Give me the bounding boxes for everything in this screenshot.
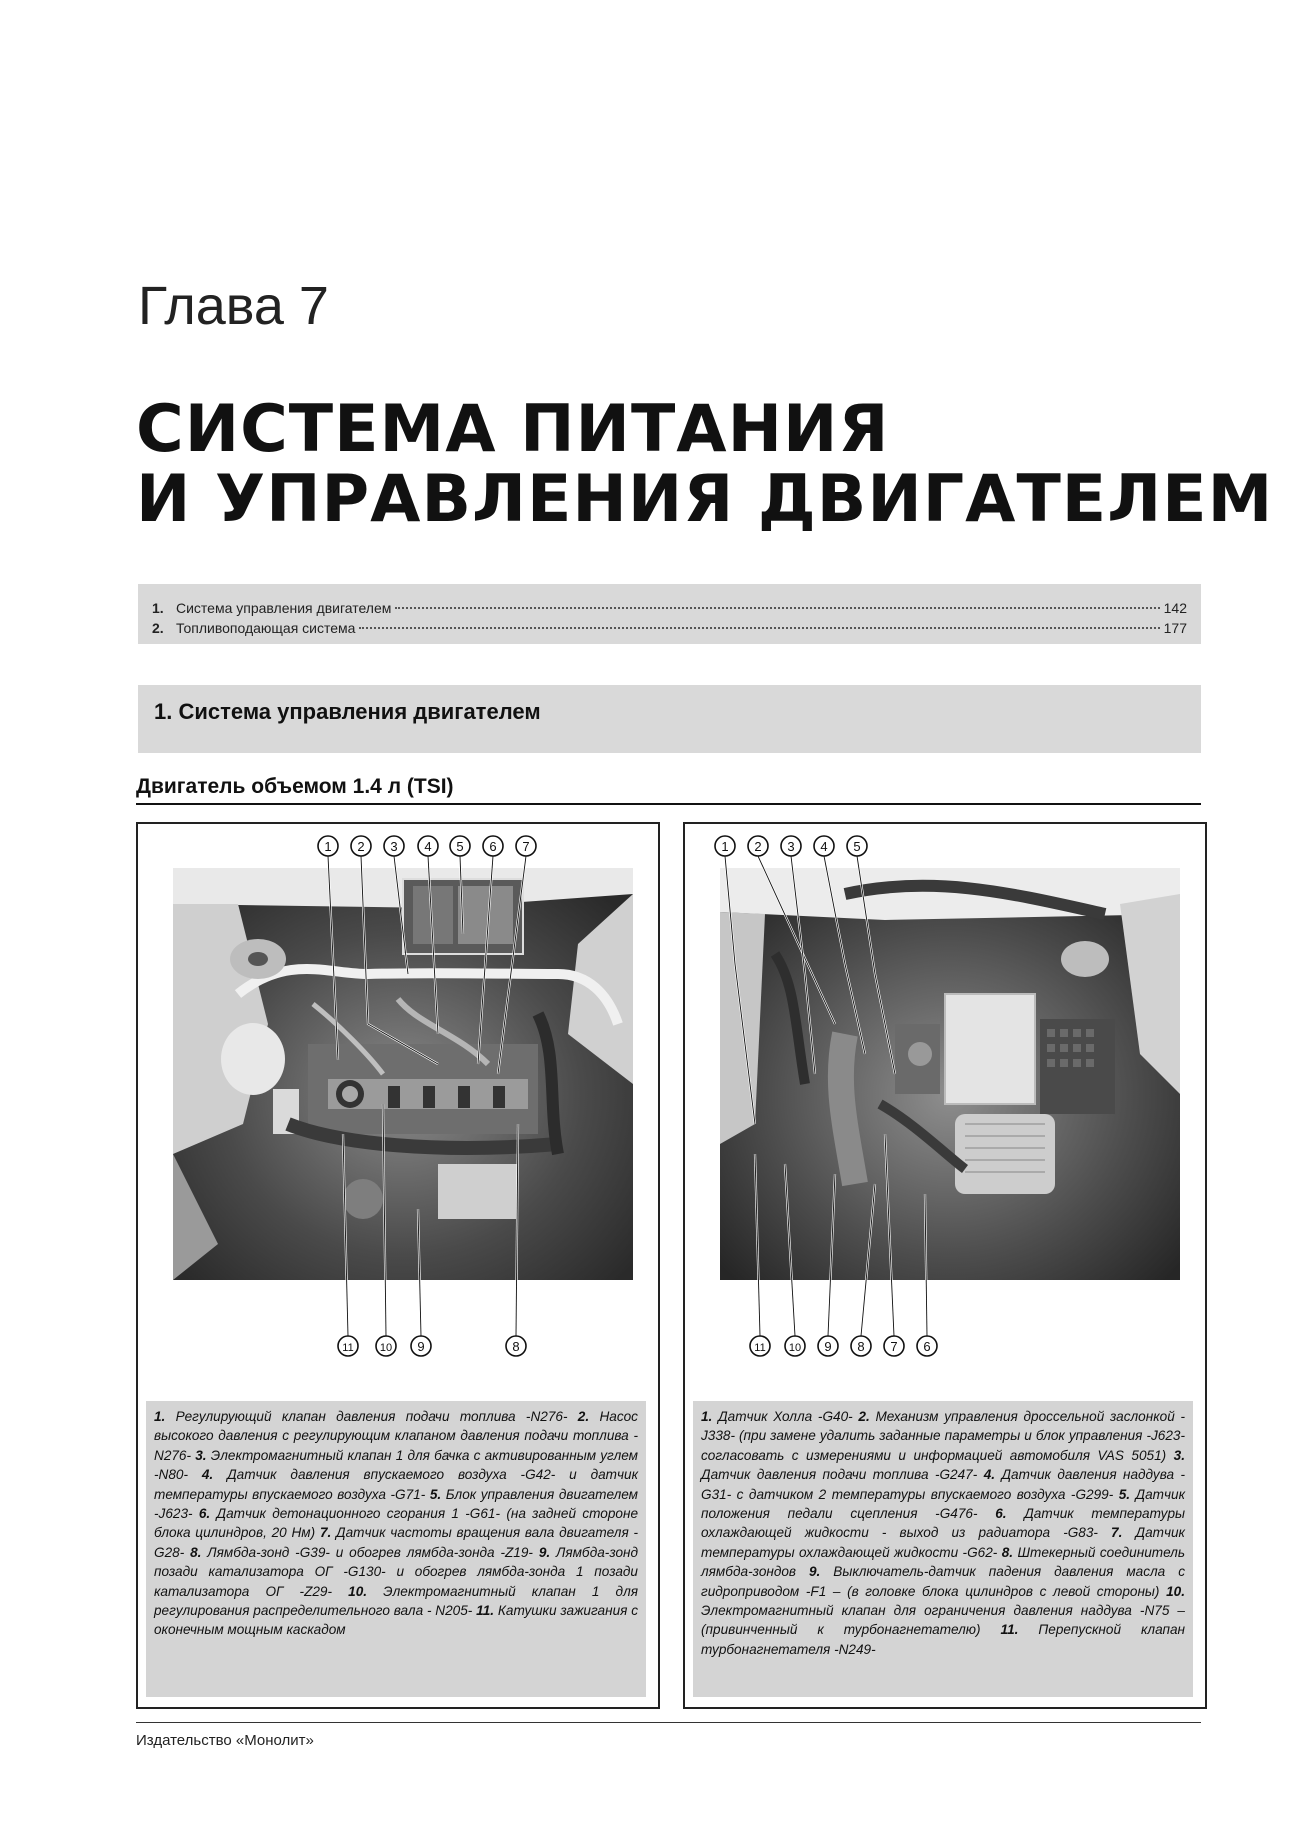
callout-label: 2 [357, 839, 365, 854]
callout-label: 9 [417, 1339, 425, 1354]
callout-label-group [338, 1336, 526, 1356]
table-of-contents [138, 584, 1201, 644]
heading-rule [136, 803, 1201, 805]
callout-label: 7 [890, 1339, 898, 1354]
engine-photo-right [685, 824, 1205, 1394]
footer-rule [136, 1722, 1201, 1723]
caption-text: 1. Регулирующий клапан давления подачи топлива -N276- 2. Насос высокого давления с регулирующим клапаном давления подачи топлива -N276- 3. Электромагнитный клапан 1 для бачка с активированным углем -N80- 4. Датчик давления впускаемого воздуха -G42- и датчик температуры впускаемого воздуха -G71- 5. Блок управления двигателем -J623- 6. Датчик детонационного сгорания 1 -G61- (на задней стороне блока цилиндров, 20 Нм) 7. Датчик частоты вращения вала двигателя -G28- 8. Лямбда-зонд -G39- и обогрев лямбда-зонда -Z19- 9. Лямбда-зонд позади катализатора ОГ -G130- и обогрев лямбда-зонда 1 позади катализатора ОГ -Z29- 10. Электромагнитный клапан 1 для регулирования распределительного вала - N205- 11. Катушки зажигания с оконечным мощным каскадом [154, 1409, 639, 1638]
callout-label: 1 [721, 839, 729, 854]
callout-label-group [750, 1336, 937, 1356]
callout-label: 6 [489, 839, 497, 854]
chapter-title-line-2: И УПРАВЛЕНИЯ ДВИГАТЕЛЕМ [136, 462, 1274, 537]
toc-item[interactable] [152, 620, 1187, 640]
callout-label: 9 [824, 1339, 832, 1354]
callout-label-group [318, 836, 536, 856]
section-header-bar [138, 685, 1201, 753]
callout-label: 2 [754, 839, 762, 854]
callout-label-group [715, 836, 867, 856]
figure-caption-left [146, 1401, 646, 1697]
callout-label: 1 [324, 839, 332, 854]
callout-label: 5 [456, 839, 464, 854]
callout-label: 5 [853, 839, 861, 854]
callout-label: 8 [857, 1339, 865, 1354]
callout-label: 10 [379, 1342, 393, 1354]
toc-item-number: 2. [152, 620, 164, 636]
callout-label: 10 [788, 1342, 802, 1354]
toc-item-number: 1. [152, 600, 164, 616]
figure-panel-left [136, 822, 660, 1709]
toc-item-label: Система управления двигателем [176, 600, 392, 616]
chapter-label: Глава 7 [138, 276, 329, 336]
callout-label: 3 [390, 839, 398, 854]
callout-label: 3 [787, 839, 795, 854]
chapter-title [136, 392, 1274, 537]
toc-item-page: 142 [1163, 600, 1187, 616]
toc-dot-leader [359, 627, 1159, 629]
callout-label: 7 [522, 839, 530, 854]
callout-label: 11 [754, 1342, 766, 1354]
callout-label: 4 [424, 839, 432, 854]
callout-label: 6 [923, 1339, 931, 1354]
toc-item-label: Топливоподающая система [176, 620, 356, 636]
callout-label: 8 [512, 1339, 520, 1354]
engine-photo-left [138, 824, 658, 1394]
figure-panel-right [683, 822, 1207, 1709]
publisher-credit: Издательство «Монолит» [136, 1732, 314, 1749]
engine-heading: Двигатель объемом 1.4 л (TSI) [136, 775, 454, 798]
callout-label: 4 [820, 839, 828, 854]
figure-caption-right [693, 1401, 1193, 1697]
toc-dot-leader [395, 607, 1159, 609]
toc-item[interactable] [152, 600, 1187, 620]
toc-item-page: 177 [1163, 620, 1187, 636]
callout-label: 11 [342, 1342, 354, 1354]
caption-text: 1. Датчик Холла -G40- 2. Механизм управления дроссельной заслонкой -J338- (при замене удалить заданные параметры и блок управления -J623- согласовать с измерениями и информацией автомобиля VAS 5051) 3. Датчик давления подачи топлива -G247- 4. Датчик давления наддува -G31- с датчиком 2 температуры впускаемого воздуха -G299- 5. Датчик положения педали сцепления -G476- 6. Датчик температуры охлаждающей жидкости - выход из радиатора -G83- 7. Датчик температуры охлаждающей жидкости -G62- 8. Штекерный соединитель лямбда-зондов 9. Выключатель-датчик падения давления масла с гидроприводом -F1 – (в головке блока цилиндров с левой стороны) 10. Электромагнитный клапан для ограничения давления наддува -N75 – (привинченный к турбонагнетателю) 11. Перепускной клапан турбонагнетателя -N249- [701, 1409, 1186, 1657]
chapter-title-line-1: СИСТЕМА ПИТАНИЯ [136, 392, 890, 467]
section-title: 1. Система управления двигателем [154, 699, 541, 724]
